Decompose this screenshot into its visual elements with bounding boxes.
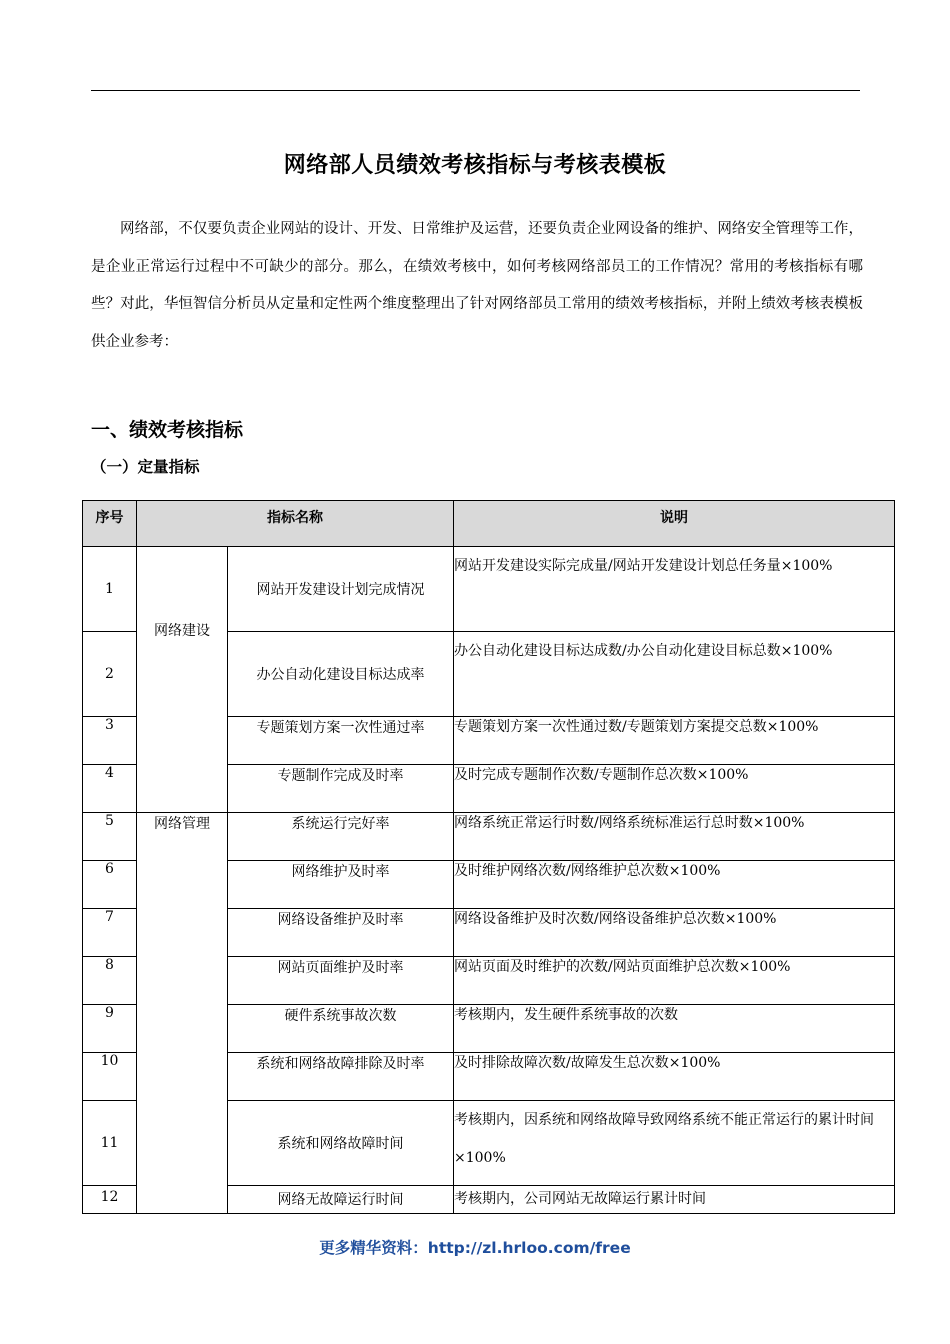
metric-name: 系统和网络故障排除及时率	[228, 1053, 454, 1101]
metric-name: 系统和网络故障时间	[228, 1101, 454, 1186]
header-rule	[91, 90, 860, 91]
metric-description: 及时排除故障次数/故障发生总次数×100%	[454, 1053, 895, 1101]
category-network-construction: 网络建设	[137, 547, 228, 813]
metric-description: 专题策划方案一次性通过数/专题策划方案提交总数×100%	[454, 717, 895, 765]
row-number: 7	[83, 909, 137, 957]
category-network-management: 网络管理	[137, 813, 228, 1214]
row-number: 2	[83, 632, 137, 717]
header-metric-name: 指标名称	[137, 501, 454, 547]
metric-name: 网络维护及时率	[228, 861, 454, 909]
metric-description: 办公自动化建设目标达成数/办公自动化建设目标总数×100%	[454, 632, 895, 717]
metric-description: 及时维护网络次数/网络维护总次数×100%	[454, 861, 895, 909]
metric-name: 网络无故障运行时间	[228, 1186, 454, 1214]
row-number: 6	[83, 861, 137, 909]
row-number: 12	[83, 1186, 137, 1214]
metric-name: 办公自动化建设目标达成率	[228, 632, 454, 717]
metric-description: 考核期内，发生硬件系统事故的次数	[454, 1005, 895, 1053]
metric-description: 考核期内，公司网站无故障运行累计时间	[454, 1186, 895, 1214]
metric-description: 网站页面及时维护的次数/网站页面维护总次数×100%	[454, 957, 895, 1005]
row-number: 11	[83, 1101, 137, 1186]
header-description: 说明	[454, 501, 895, 547]
metric-name: 网站开发建设计划完成情况	[228, 547, 454, 632]
metric-description: 考核期内，因系统和网络故障导致网络系统不能正常运行的累计时间×100%	[454, 1101, 895, 1186]
metric-name: 专题制作完成及时率	[228, 765, 454, 813]
metric-description: 网络设备维护及时次数/网络设备维护总次数×100%	[454, 909, 895, 957]
row-number: 5	[83, 813, 137, 861]
metric-description: 及时完成专题制作次数/专题制作总次数×100%	[454, 765, 895, 813]
metric-description: 网络系统正常运行时数/网络系统标准运行总时数×100%	[454, 813, 895, 861]
row-number: 3	[83, 717, 137, 765]
row-number: 1	[83, 547, 137, 632]
table-header-row	[83, 501, 895, 547]
section-heading: 一、绩效考核指标	[91, 419, 244, 441]
header-number: 序号	[83, 501, 137, 547]
metric-name: 网站页面维护及时率	[228, 957, 454, 1005]
document-title: 网络部人员绩效考核指标与考核表模板	[283, 153, 667, 178]
table-row	[83, 813, 895, 861]
metric-name: 系统运行完好率	[228, 813, 454, 861]
row-number: 9	[83, 1005, 137, 1053]
row-number: 10	[83, 1053, 137, 1101]
intro-paragraph: 网络部，不仅要负责企业网站的设计、开发、日常维护及运营，还要负责企业网设备的维护、网络安全管理等工作，是企业正常运行过程中不可缺少的部分。那么，在绩效考核中，如何考核网络部员工的工作情况？常用的考核指标有哪些？对此，华恒智信分析员从定量和定性两个维度整理出了针对网络部员工常用的绩效考核指标，并附上绩效考核表模板供企业参考：	[91, 221, 863, 350]
table-row	[83, 547, 895, 632]
metric-name: 网络设备维护及时率	[228, 909, 454, 957]
subsection-heading: （一）定量指标	[91, 458, 200, 476]
metric-description: 网站开发建设实际完成量/网站开发建设计划总任务量×100%	[454, 547, 895, 632]
row-number: 4	[83, 765, 137, 813]
quantitative-metrics-table	[82, 500, 895, 1214]
metric-name: 专题策划方案一次性通过率	[228, 717, 454, 765]
metric-name: 硬件系统事故次数	[228, 1005, 454, 1053]
row-number: 8	[83, 957, 137, 1005]
footer-resource-link[interactable]: 更多精华资料：http://zl.hrloo.com/free	[319, 1239, 631, 1257]
